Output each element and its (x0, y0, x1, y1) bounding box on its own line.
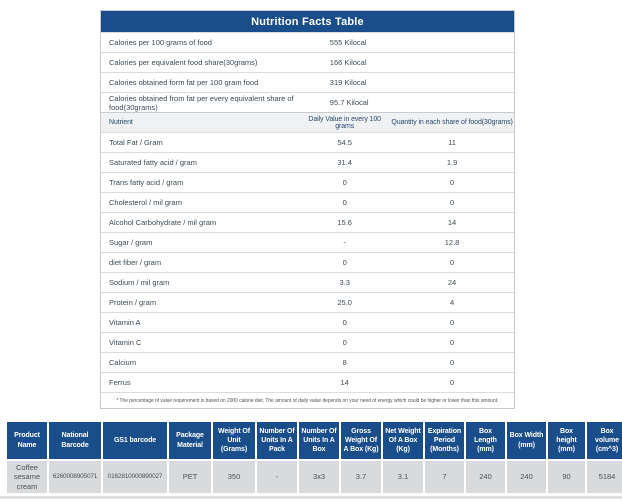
nutrient-row (101, 132, 514, 152)
product-table-header: Box height (mm) (548, 422, 585, 459)
nutrient-daily-value: 0 (342, 338, 347, 347)
nutrient-row (101, 292, 514, 312)
nutrient-daily-value: 25.0 (337, 298, 352, 307)
product-table-cell: 3.1 (383, 461, 423, 493)
nutrient-daily-value: 0 (342, 318, 347, 327)
product-table-cell: 3x3 (299, 461, 339, 493)
calories-row-value: 95.7 Kilocal (329, 98, 369, 107)
nutrient-label: Sugar / gram (109, 238, 153, 247)
calories-row-label: Calories obtained form fat per 100 gram food (109, 78, 259, 87)
nutrient-daily-value: 0 (342, 198, 347, 207)
nutrient-row (101, 192, 514, 212)
product-table-header: Product Name (7, 422, 47, 459)
column-header-daily-value: Daily Value in every 100 grams (308, 115, 381, 130)
product-table-header: Box Length (mm) (466, 422, 505, 459)
product-table-cell: PET (169, 461, 211, 493)
product-table-header: Box Width (mm) (507, 422, 546, 459)
divider (0, 496, 622, 499)
nutrient-quantity: 24 (447, 278, 457, 287)
calories-row (101, 32, 514, 52)
nutrient-quantity: 0 (449, 358, 455, 367)
nutrient-label: Saturated fatty acid / gram (109, 158, 197, 167)
calories-row-value: 319 Kilocal (329, 78, 367, 87)
nutrient-daily-value: - (343, 238, 346, 247)
nutrient-label: Sodium / mil gram (109, 278, 170, 287)
product-table-header: Weight Of Unit (Grams) (213, 422, 255, 459)
product-table-header: GS1 barcode (103, 422, 167, 459)
column-header-quantity: Quantity in each share of food(30grams) (391, 119, 513, 126)
nutrient-row (101, 252, 514, 272)
product-table-cell: 90 (548, 461, 585, 493)
nutrient-row (101, 332, 514, 352)
product-table-cell: 240 (466, 461, 505, 493)
product-table-cell: Coffee sesame cream (7, 461, 47, 493)
nutrient-row (101, 172, 514, 192)
nutrient-label: Ferrus (109, 378, 131, 387)
nutrient-daily-value: 31.4 (337, 158, 352, 167)
nutrient-row (101, 212, 514, 232)
nutrition-footnote (101, 392, 514, 408)
nutrient-row (101, 232, 514, 252)
calories-row (101, 52, 514, 72)
product-spec-table (5, 420, 622, 495)
nutrient-daily-value: 8 (342, 358, 347, 367)
calories-row (101, 72, 514, 92)
nutrient-daily-value: 3.3 (339, 278, 350, 287)
nutrient-quantity: 4 (449, 298, 455, 307)
calories-row-value: 555 Kilocal (329, 38, 367, 47)
product-table-cell: 3.7 (341, 461, 381, 493)
nutrient-label: Total Fat / Gram (109, 138, 163, 147)
nutrition-table-title: Nutrition Facts Table (101, 11, 514, 32)
nutrient-daily-value: 0 (342, 178, 347, 187)
product-table-header: Expiration Period (Months) (425, 422, 464, 459)
nutrient-daily-value: 15.6 (337, 218, 352, 227)
nutrient-quantity: 0 (449, 258, 455, 267)
nutrient-label: Calcium (109, 358, 137, 367)
calories-row-value: 166 Kilocal (329, 58, 367, 67)
nutrient-quantity: 1.9 (446, 158, 458, 167)
nutrient-label: Protein / gram (109, 298, 157, 307)
calories-row (101, 92, 514, 112)
nutrient-daily-value: 54.5 (337, 138, 352, 147)
product-table-header: National Barcode (49, 422, 101, 459)
calories-row-label: Calories per 100 grams of food (109, 38, 212, 47)
product-table-header: Package Material (169, 422, 211, 459)
product-table-cell: 0162810000890027 (103, 461, 167, 493)
product-table-header: Box volume (cm^3) (587, 422, 622, 459)
nutrient-quantity: 0 (449, 378, 455, 387)
nutrient-label: diet fiber / gram (109, 258, 162, 267)
product-table-header: Number Of Units In A Box (299, 422, 339, 459)
nutrient-quantity: 0 (449, 338, 455, 347)
product-table-value-row (7, 461, 622, 493)
nutrient-quantity: 11 (448, 138, 456, 147)
nutrition-footnote-text: * The percentage of value requirement is based on 2000 calorie diet. The amount of daily value depends on your need of energy which could be higher or lower than this amount. (116, 397, 499, 404)
nutrient-column-headers (101, 112, 514, 132)
nutrient-daily-value: 0 (342, 258, 347, 267)
product-table-header: Number Of Units In A Pack (257, 422, 297, 459)
nutrient-quantity: 0 (449, 198, 455, 207)
column-header-nutrient: Nutrient (109, 119, 133, 126)
product-table-cell: 7 (425, 461, 464, 493)
product-table-cell: - (257, 461, 297, 493)
nutrient-quantity: 14 (447, 218, 457, 227)
product-table-cell: 6260008905071 (49, 461, 101, 493)
nutrient-label: Cholesterol / mil gram (109, 198, 182, 207)
nutrient-label: Vitamin A (109, 318, 141, 327)
calories-row-label: Calories obtained from fat per every equivalent share of food(30grams) (109, 93, 294, 112)
nutrient-row (101, 272, 514, 292)
product-table-header: Net Weight Of A Box (Kg) (383, 422, 423, 459)
product-table-cell: 5184 (587, 461, 622, 493)
nutrient-quantity: 12.8 (444, 238, 460, 247)
nutrition-facts-table (100, 10, 515, 409)
nutrient-row (101, 372, 514, 392)
product-table-cell: 350 (213, 461, 255, 493)
nutrient-quantity: 0 (449, 178, 455, 187)
product-table-cell: 240 (507, 461, 546, 493)
nutrient-daily-value: 14 (340, 378, 349, 387)
nutrient-label: Trans fatty acid / gram (109, 178, 184, 187)
calories-row-label: Calories per equivalent food share(30grams) (109, 58, 258, 67)
product-table-header-row (7, 422, 622, 459)
nutrient-row (101, 152, 514, 172)
nutrient-label: Alcohol Carbohydrate / mil gram (109, 218, 217, 227)
product-table-header: Gross Weight Of A Box (Kg) (341, 422, 381, 459)
nutrient-row (101, 312, 514, 332)
nutrient-label: Vitamin C (109, 338, 142, 347)
nutrient-row (101, 352, 514, 372)
nutrient-quantity: 0 (449, 318, 455, 327)
